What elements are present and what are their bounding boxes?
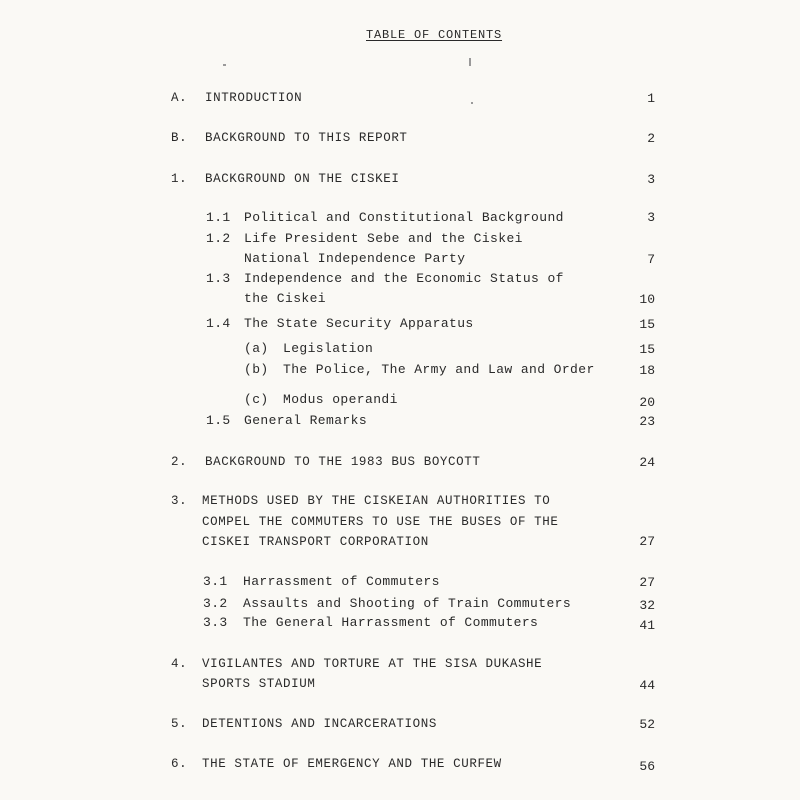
toc-entry-title: Political and Constitutional Background — [244, 210, 564, 225]
toc-entry-title-cont: COMPEL THE COMMUTERS TO USE THE BUSES OF THE — [202, 515, 559, 529]
toc-page-number: 15 — [639, 342, 655, 357]
toc-page-number: 2 — [647, 131, 655, 146]
toc-entry-title: General Remarks — [244, 413, 368, 428]
toc-number: 3. — [171, 494, 188, 508]
toc-entry-title: Modus operandi — [283, 392, 398, 407]
toc-entry-title-cont: SPORTS STADIUM — [202, 677, 316, 691]
toc-entry-title: Assaults and Shooting of Train Commuters — [243, 596, 572, 611]
toc-number: (c) — [244, 392, 269, 407]
toc-number: 1.5 — [206, 413, 231, 428]
scan-speck — [223, 64, 226, 66]
toc-entry-title-cont: the Ciskei — [244, 291, 327, 306]
toc-number: A. — [171, 91, 188, 105]
toc-number: 1.4 — [206, 316, 231, 331]
toc-number: B. — [171, 131, 188, 145]
toc-page-number: 3 — [647, 172, 655, 187]
toc-page-number: 20 — [639, 395, 655, 410]
toc-entry-title: DETENTIONS AND INCARCERATIONS — [202, 717, 437, 731]
toc-entry-title: Legislation — [283, 341, 374, 356]
toc-entry-title-cont: CISKEI TRANSPORT CORPORATION — [202, 535, 429, 549]
toc-number: 5. — [171, 717, 188, 731]
toc-page-number: 24 — [639, 455, 655, 470]
toc-entry-title: THE STATE OF EMERGENCY AND THE CURFEW — [202, 757, 502, 771]
toc-number: 3.2 — [203, 596, 228, 611]
toc-number: 1.1 — [206, 210, 231, 225]
toc-page-number: 3 — [647, 210, 655, 225]
toc-page-number: 15 — [639, 317, 655, 332]
toc-page-number: 1 — [647, 91, 655, 106]
toc-number: 4. — [171, 657, 188, 671]
toc-entry-title-cont: National Independence Party — [244, 251, 466, 266]
toc-number: 6. — [171, 757, 188, 771]
scan-speck — [469, 58, 471, 66]
toc-entry-title: The State Security Apparatus — [244, 316, 474, 331]
toc-entry-title: VIGILANTES AND TORTURE AT THE SISA DUKASHE — [202, 657, 543, 671]
toc-entry-title: BACKGROUND ON THE CISKEI — [205, 172, 400, 186]
toc-entry-title: Harrassment of Commuters — [243, 574, 440, 589]
toc-number: 1.2 — [206, 231, 231, 246]
toc-page-number: 52 — [639, 717, 655, 732]
toc-entry-title: BACKGROUND TO THE 1983 BUS BOYCOTT — [205, 455, 481, 469]
toc-number: (b) — [244, 362, 269, 377]
toc-page-number: 27 — [639, 534, 655, 549]
toc-page-number: 44 — [639, 678, 655, 693]
toc-number: 1. — [171, 172, 188, 186]
toc-number: 3.3 — [203, 615, 228, 630]
toc-entry-title: The Police, The Army and Law and Order — [283, 362, 595, 377]
toc-page-number: 41 — [639, 618, 655, 633]
toc-page-number: 27 — [639, 575, 655, 590]
toc-page-number: 56 — [639, 759, 655, 774]
toc-page-number: 23 — [639, 414, 655, 429]
toc-entry-title: BACKGROUND TO THIS REPORT — [205, 131, 408, 145]
toc-entry-title: INTRODUCTION — [205, 91, 303, 105]
toc-entry-title: Independence and the Economic Status of — [244, 271, 564, 286]
toc-entry-title: The General Harrassment of Commuters — [243, 615, 539, 630]
page-title: TABLE OF CONTENTS — [366, 28, 503, 42]
toc-page-number: 10 — [639, 292, 655, 307]
toc-number: (a) — [244, 341, 269, 356]
toc-page-number: 32 — [639, 598, 655, 613]
scan-speck — [471, 102, 473, 104]
toc-number: 1.3 — [206, 271, 231, 286]
toc-entry-title: Life President Sebe and the Ciskei — [244, 231, 523, 246]
toc-page-number: 18 — [639, 363, 655, 378]
toc-page-number: 7 — [647, 252, 655, 267]
toc-number: 3.1 — [203, 574, 228, 589]
toc-entry-title: METHODS USED BY THE CISKEIAN AUTHORITIES TO — [202, 494, 551, 508]
toc-number: 2. — [171, 455, 188, 469]
